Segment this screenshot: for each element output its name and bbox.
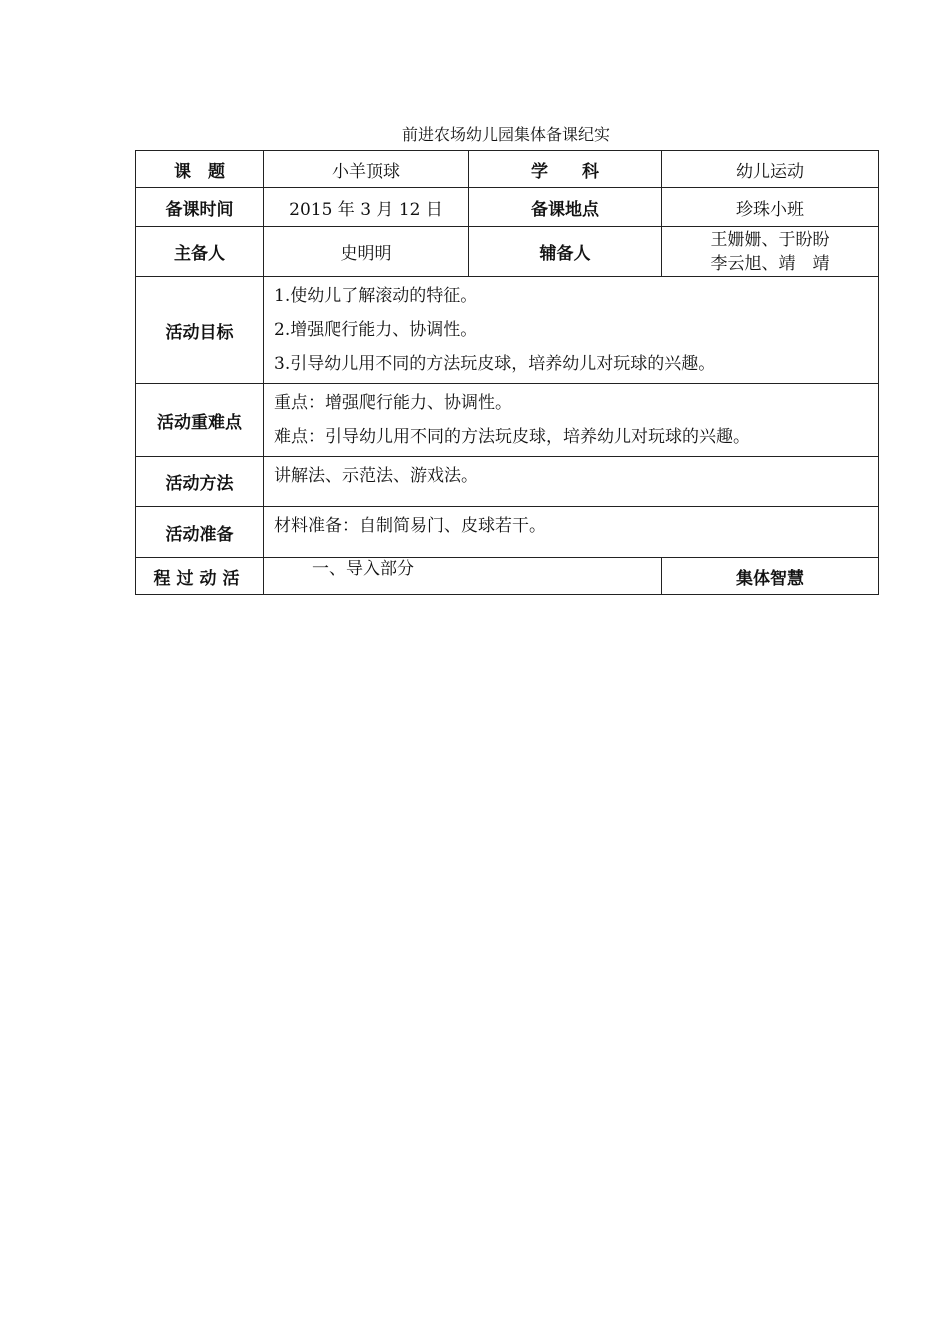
goals-label: 活动目标: [136, 277, 264, 384]
time-label: 备课时间: [136, 188, 264, 227]
location-value: 珍珠小班: [662, 188, 879, 227]
time-value: 2015 年 3 月 12 日: [264, 188, 469, 227]
goal-item-3: 3.引导幼儿用不同的方法玩皮球，培养幼儿对玩球的兴趣。: [274, 354, 716, 374]
goal-item-1: 1.使幼儿了解滚动的特征。: [274, 286, 478, 306]
preparation-content: [264, 507, 879, 558]
assistant-preparers-line-2: 李云旭、靖 靖: [710, 253, 830, 274]
methods-content: [264, 457, 879, 507]
subject-label: 学 科: [469, 151, 662, 188]
row-topic: [136, 151, 879, 188]
lead-preparer-label: 主备人: [136, 227, 264, 277]
collective-wisdom-label: 集体智慧: [662, 558, 879, 595]
difficulty-point: 难点：引导幼儿用不同的方法玩皮球，培养幼儿对玩球的兴趣。: [274, 427, 750, 447]
row-key-points: [136, 384, 879, 457]
methods-label: 活动方法: [136, 457, 264, 507]
key-points-content: [264, 384, 879, 457]
row-process: [136, 558, 879, 595]
process-label: 程过动活: [136, 558, 264, 595]
goals-content: [264, 277, 879, 384]
subject-value: 幼儿运动: [662, 151, 879, 188]
row-preparers: [136, 227, 879, 277]
row-goals: [136, 277, 879, 384]
focus-point: 重点：增强爬行能力、协调性。: [274, 393, 512, 413]
location-label: 备课地点: [469, 188, 662, 227]
assistant-preparers-value: [662, 227, 879, 277]
row-preparation: [136, 507, 879, 558]
topic-label: 课 题: [136, 151, 264, 188]
assistant-preparers-label: 辅备人: [469, 227, 662, 277]
document-title: 前进农场幼儿园集体备课纪实: [401, 125, 610, 144]
methods-text: 讲解法、示范法、游戏法。: [274, 466, 478, 486]
topic-value: 小羊顶球: [264, 151, 469, 188]
preparation-label: 活动准备: [136, 507, 264, 558]
lead-preparer-value: 史明明: [264, 227, 469, 277]
process-section: 一、导入部分: [264, 558, 662, 595]
preparation-text: 材料准备：自制简易门、皮球若干。: [274, 516, 546, 536]
lesson-plan-table: [135, 150, 879, 595]
key-points-label: 活动重难点: [136, 384, 264, 457]
assistant-preparers-line-1: 王姗姗、于盼盼: [710, 229, 830, 250]
row-methods: [136, 457, 879, 507]
row-time: [136, 188, 879, 227]
goal-item-2: 2.增强爬行能力、协调性。: [274, 320, 478, 340]
